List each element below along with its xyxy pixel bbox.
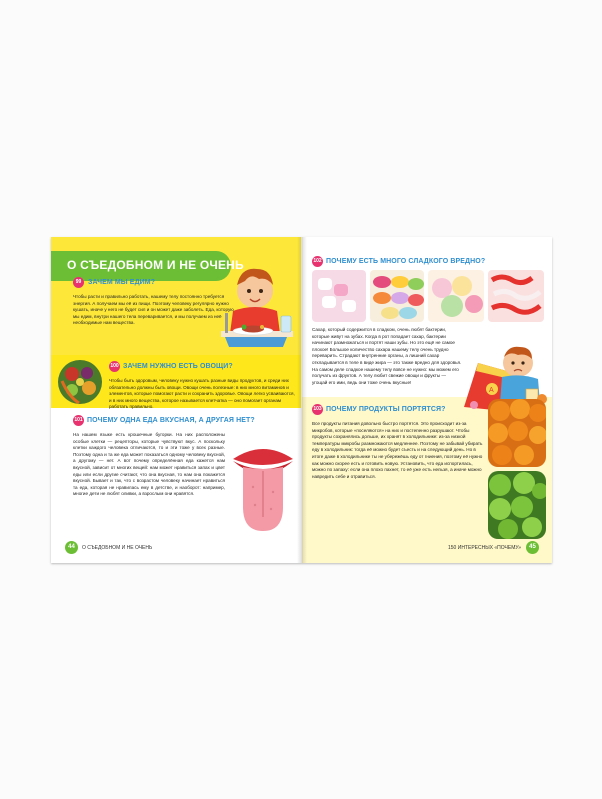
section-text-99: Чтобы расти и правильно работать, нашему телу постоянно требуется энергия. А получаем мы её из пищи. Поэтому человеку регулярно нужно кушать, иначе у него не будет сил и он может даже заболеть. Еда, которую мы едим, внутри нашего тела переваривается, и мы получаем из неё необходимые нам вещества.: [73, 294, 234, 326]
oranges-apples-images: [488, 399, 546, 539]
book-spine: [297, 237, 307, 563]
section-text-102: Сахар, который содержится в сладком, очень любят бактерии, которые живут на зубах. Когда в рот попадает сахар, бактерии начинают размножаться и портят наши зубы. Но это ещё не самое плохое! Большое количество сахара нашему телу очень трудно переварить. Страдают внутренние органы, а лишний сахар откладывается в теле в виде жира — это также вредно для здоровья. На самом деле сладкое нашему телу вовсе не нужно: мы можем его получать из фруктов. А телу любит свежие овощи и фрукты — угощай его ими, ведь они тоже очень вкусные!: [312, 327, 462, 385]
question-title-100: ЗАЧЕМ НУЖНО ЕСТЬ ОВОЩИ?: [123, 363, 233, 370]
question-number-103: 103: [312, 404, 323, 415]
question-number-100: 100: [109, 361, 120, 372]
section-text-101: На нашем языке есть крошечные бугорки. На них расположены особые клетки — рецепторы, которые чувствуют вкус. А поскольку клетки каждого человека отличаются, то и эти тоже у всех разные. Поэтому одна и та же еда может показаться одному человеку вкусной, а другому — нет. А вот почему определённая еда кажется нам вкусной, зависит от многих вещей: нам может нравиться запах и цвет еды или если другие считают, что она вкусная, то нам она покажется вкусной. Бывает и так, что с возрастом человеку начинает нравиться та еда, которая не нравилась ему в детстве, и наоборот: например, многие дети не любят оливки, а взрослым они нравятся.: [73, 432, 225, 497]
question-number-99: 99: [73, 277, 84, 288]
question-number-101: 101: [73, 415, 84, 426]
chapter-title: О СЪЕДОБНОМ И НЕ ОЧЕНЬ: [67, 258, 244, 272]
right-page: [302, 237, 552, 563]
footer-left: О СЪЕДОБНОМ И НЕ ОЧЕНЬ: [82, 545, 153, 551]
page-number-left: 44: [65, 541, 78, 554]
left-page: [51, 237, 301, 563]
question-title-99: ЗАЧЕМ МЫ ЕДИМ?: [88, 279, 156, 286]
section-text-100: Чтобы быть здоровым, человеку нужно кушать разные виды продуктов, и среди них обязательно должны быть овощи. Овощи очень полезные: в них много витаминов и элементов, которые помогают расти и сохранить здоровье. Овощи легко усваиваются, и в них много вещества, которое называется клетчатка — оно помогает органам работать правильно.: [109, 378, 295, 410]
sweets-images: [312, 270, 544, 322]
boy-eating-illustration: [211, 251, 299, 355]
question-title-101: ПОЧЕМУ ОДНА ЕДА ВКУСНАЯ, А ДРУГАЯ НЕТ?: [87, 417, 255, 424]
book-spread: [51, 237, 552, 563]
tongue-illustration: [229, 437, 297, 537]
question-number-102: 102: [312, 256, 323, 267]
section-text-103: Все продукты питания довольно быстро портятся. Это происходит из-за микробов, которые «поселяются» на них и постепенно разрушают. Чтобы продукты сохранялись дольше, их хранят в холодильнике: из-за низкой температуры микробы размножаются медленнее. Поэтому не забывай убирать еду в холодильник: тогда её можно будет съесть и на следующий день. Но в итоге даже в холодильнике ты не убережёшь еду от гниения, поэтому её нужно как можно скорее есть и готовить новую. Установить, что еда испортилась, можно по запаху: если она плохо пахнет, то её уже есть нельзя, а иначе можно навредить себе и отравиться.: [312, 421, 483, 479]
svg-text:A: A: [489, 387, 494, 394]
question-title-103: ПОЧЕМУ ПРОДУКТЫ ПОРТЯТСЯ?: [326, 406, 446, 413]
page-number-right: 45: [526, 541, 539, 554]
question-title-102: ПОЧЕМУ ЕСТЬ МНОГО СЛАДКОГО ВРЕДНО?: [326, 258, 486, 265]
vegetables-image: [57, 359, 103, 405]
footer-right: 150 ИНТЕРЕСНЫХ «ПОЧЕМУ»: [448, 545, 522, 551]
